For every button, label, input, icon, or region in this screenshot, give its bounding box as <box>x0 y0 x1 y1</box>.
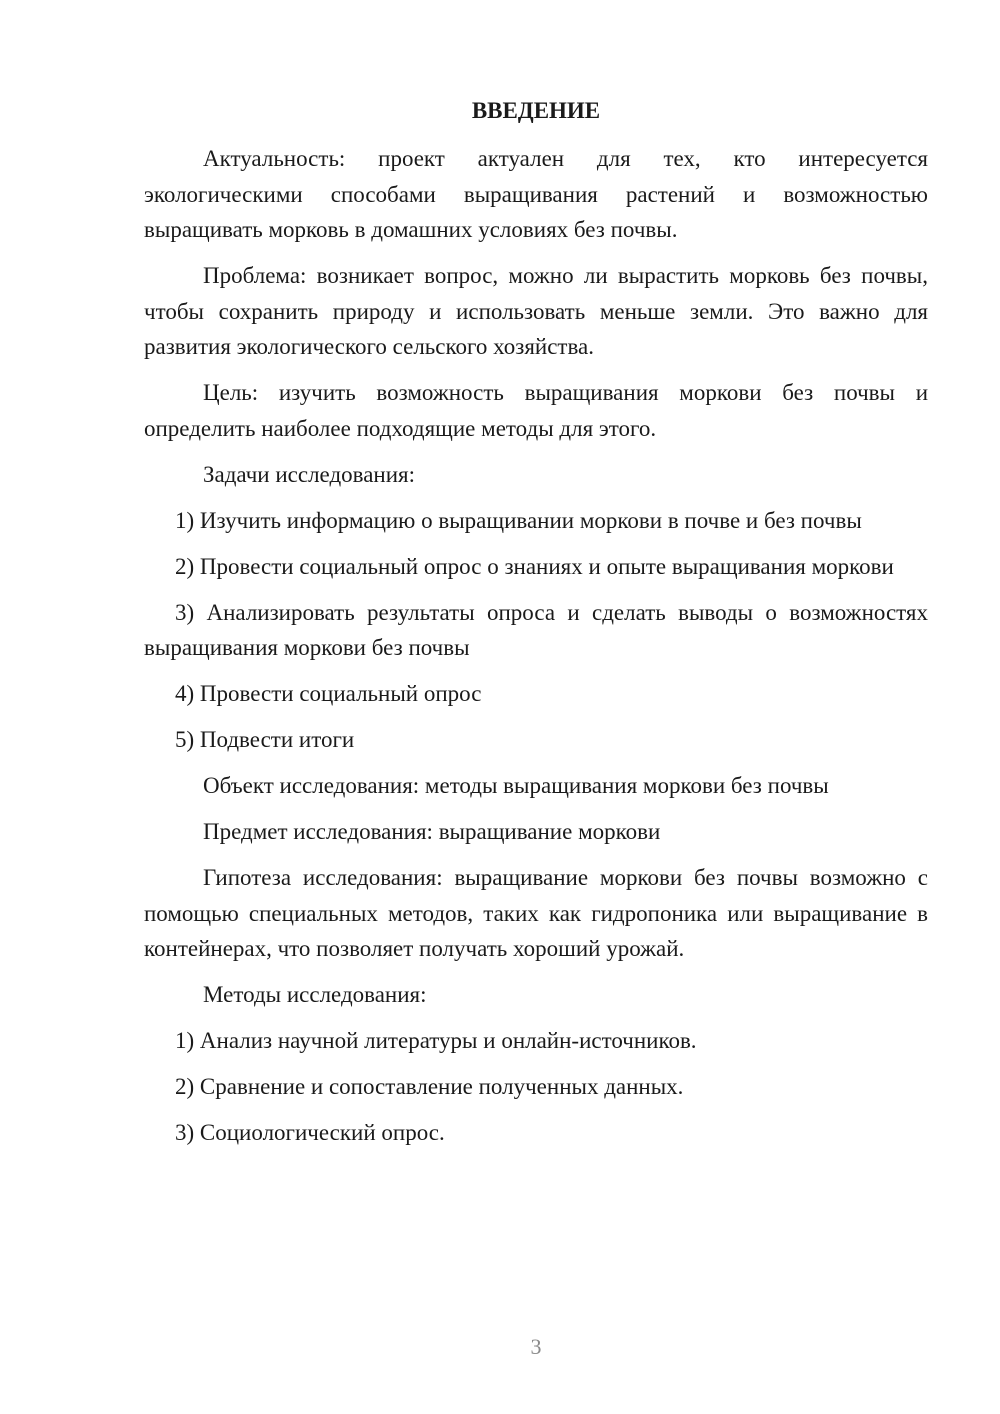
paragraph-object: Объект исследования: методы выращивания моркови без почвы <box>203 773 829 798</box>
method-item-2: 2) Сравнение и сопоставление полученных данных. <box>175 1074 684 1099</box>
paragraph-relevance: Актуальность: проект актуален для тех, кто интересуется экологическими способами выращивания растений и возможностью выращивать морковь в домашних условиях без почвы. <box>144 146 928 242</box>
tasks-heading: Задачи исследования: <box>203 461 416 487</box>
method-item-1: 1) Анализ научной литературы и онлайн-источников. <box>175 1028 697 1053</box>
method-item-3: 3) Социологический опрос. <box>175 1120 445 1145</box>
paragraph-subject: Предмет исследования: выращивание моркови <box>203 819 661 844</box>
paragraph-problem: Проблема: возникает вопрос, можно ли вырастить морковь без почвы, чтобы сохранить природу и использовать меньше земли. Это важно для развития экологического сельского хозяйства. <box>144 263 928 359</box>
paragraph-goal: Цель: изучить возможность выращивания моркови без почвы и определить наиболее подходящие методы для этого. <box>144 380 928 441</box>
task-item-5: 5) Подвести итоги <box>175 727 355 752</box>
methods-heading: Методы исследования: <box>203 982 427 1007</box>
page-number: 3 <box>530 1334 542 1359</box>
task-item-4: 4) Провести социальный опрос <box>175 681 482 706</box>
task-item-3: 3) Анализировать результаты опроса и сделать выводы о возможностях выращивания моркови без почвы <box>144 599 928 660</box>
task-item-1: 1) Изучить информацию о выращивании моркови в почве и без почвы <box>175 507 862 533</box>
page-title: ВВЕДЕНИЕ <box>471 98 601 123</box>
paragraph-hypothesis: Гипотеза исследования: выращивание моркови без почвы возможно с помощью специальных методов, таких как гидропоника или выращивание в контейнерах, что позволяет получать хороший урожай. <box>144 865 928 961</box>
document-body <box>144 141 928 1161</box>
task-item-2: 2) Провести социальный опрос о знаниях и опыте выращивания моркови <box>175 553 894 579</box>
